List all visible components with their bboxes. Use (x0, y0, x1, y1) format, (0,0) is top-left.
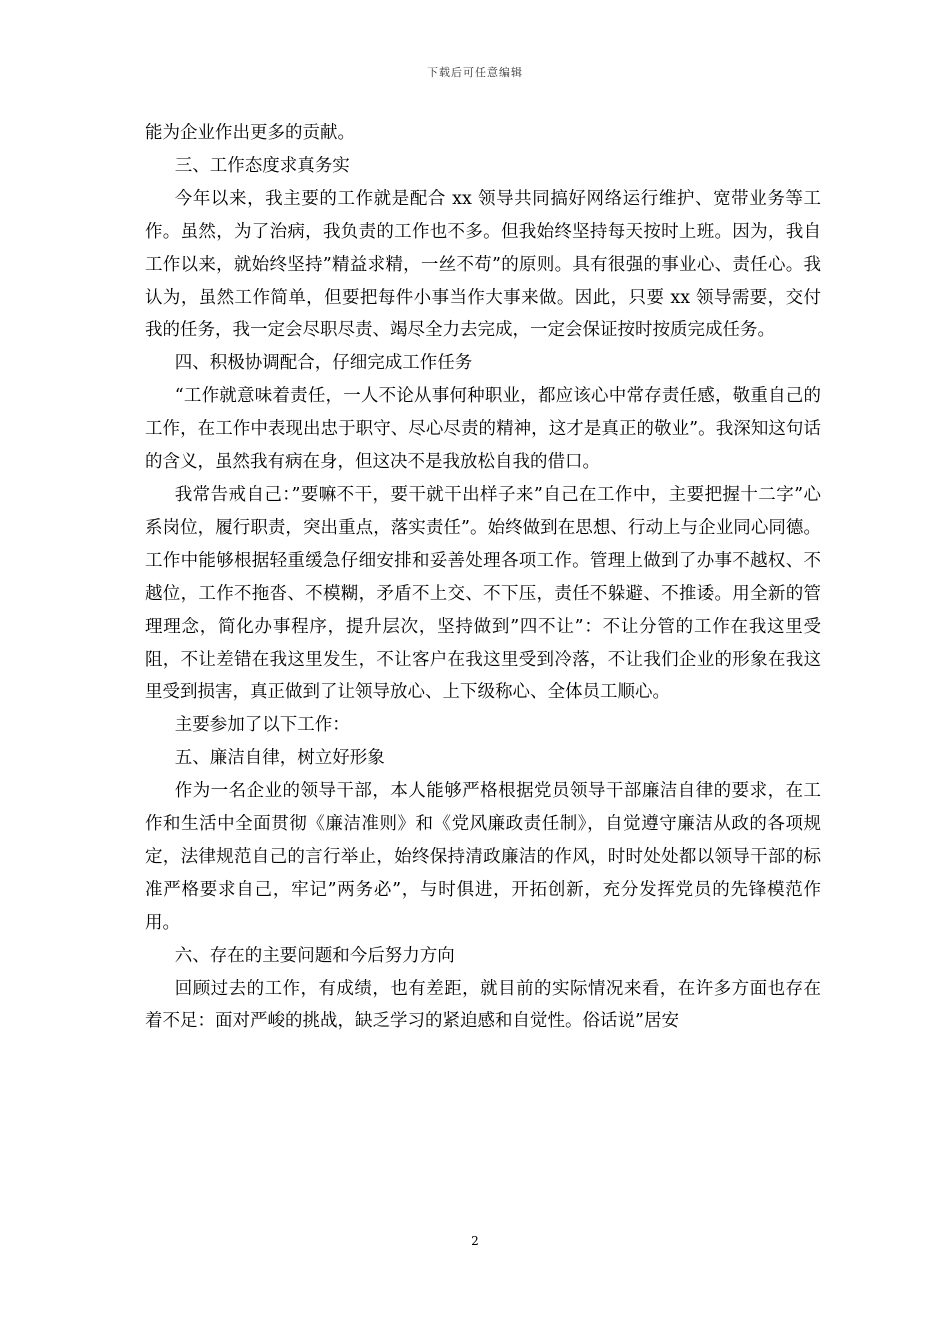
section-heading: 三、工作态度求真务实 (174, 155, 350, 176)
section-heading: 五、廉洁自律，树立好形象 (174, 748, 385, 769)
paragraph: 主要参加了以下工作： (174, 715, 350, 736)
section-heading: 六、存在的主要问题和今后努力方向 (174, 945, 455, 966)
paragraph: 能为企业作出更多的贡献。 (145, 123, 355, 143)
paragraph: “工作就意味着责任，一人不论从事何种职业，都应该心中常存责任感，敬重自己的工作，在工作中表现出忠于职守、尽心尽责的精神，这才是真正的敬业”。我深知这句话的含义，虽然我有病在身，但这决不是我放松自我的借口。 (145, 386, 821, 473)
paragraph: 作为一名企业的领导干部，本人能够严格根据党员领导干部廉洁自律的要求，在工作和生活中全面贯彻《廉洁准则》和《党风廉政责任制》，自觉遵守廉洁从政的各项规定，法律规范自己的言行举止，始终保持清政廉洁的作风，时时处处都以领导干部的标准严格要求自己，牢记”两务必”，与时俱进，开拓创新，充分发挥党员的先锋模范作用。 (145, 781, 821, 933)
paragraph: 我常告戒自己：”要嘛不干，要干就干出样子来”自己在工作中，主要把握十二字”心系岗位，履行职责，突出重点，落实责任”。始终做到在思想、行动上与企业同心同德。工作中能够根据轻重缓急仔细安排和妥善处理各项工作。管理上做到了办事不越权、不越位，工作不拖沓、不模糊，矛盾不上交、不下压，责任不躲避、不推诿。用全新的管理理念，简化办事程序，提升层次，坚持做到”四不让”：不让分管的工作在我这里受阻，不让差错在我这里发生，不让客户在我这里受到冷落，不让我们企业的形象在我这里受到损害，真正做到了让领导放心、上下级称心、全体员工顺心。 (145, 484, 821, 703)
page-header: 下载后可任意编辑 (427, 66, 523, 79)
section-heading: 四、积极协调配合，仔细完成工作任务 (174, 353, 473, 374)
paragraph: 今年以来，我主要的工作就是配合 xx 领导共同搞好网络运行维护、宽带业务等工作。虽然，为了治病，我负责的工作也不多。但我始终坚持每天按时上班。因为，我自工作以来，就始终坚持”精益求精，一丝不苟”的原则。具有很强的事业心、责任心。我认为，虽然工作简单，但要把每件小事当作大事来做。因此，只要 xx 领导需要，交付我的任务，我一定会尽职尽责、竭尽全力去完成，一定会保证按时按质完成任务。 (145, 188, 821, 341)
page-number: 2 (471, 1234, 479, 1248)
paragraph: 回顾过去的工作，有成绩，也有差距，就目前的实际情况来看，在许多方面也存在着不足：面对严峻的挑战，缺乏学习的紧迫感和自觉性。俗话说”居安 (145, 978, 821, 1032)
document-body (145, 117, 821, 1038)
